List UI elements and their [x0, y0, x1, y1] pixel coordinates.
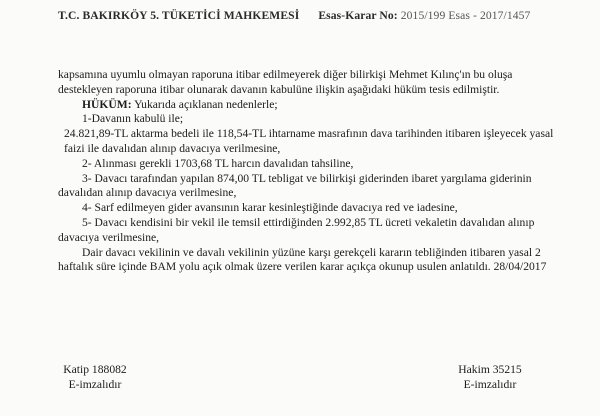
verdict-item-1-head: 1-Davanın kabulü ile; — [82, 112, 184, 126]
case-number-label: Esas-Karar No: — [318, 9, 398, 22]
closing-paragraph: Dair davacı vekilinin ve davalı vekilinin yüzüne karşı gerekçeli kararın tebliğinden itibaren yasal 2 haftalık süre içinde BAM yolu açık olmak üzere verilen karar açıkça okunup usulen anlatıldı. 28/04/2017 — [58, 245, 547, 274]
court-name: T.C. BAKIRKÖY 5. TÜKETİCİ MAHKEMESİ — [58, 9, 300, 22]
verdict-item-2: 2- Alınması gerekli 1703,68 TL harcın davalıdan tahsiline, — [82, 156, 354, 170]
document-header — [58, 9, 560, 22]
judge-e-signed: E-imzalıdır — [463, 378, 517, 391]
verdict-item-1-body: 24.821,89-TL aktarma bedeli ile 118,54-TL ihtarname masrafının dava tarihinden itibaren işleyecek yasal faizi ile davalıdan alınıp davacıya verilmesine, — [64, 127, 554, 155]
verdict-intro: Yukarıda açıklanan nedenlerle; — [134, 97, 278, 111]
verdict-item-3: 3- Davacı tarafından yapılan 874,00 TL tebligat ve bilirkişi giderinden ibaret yargılama giderinin davalıdan alınıp davacıya verilmesine, — [58, 171, 532, 200]
verdict-item-5: 5- Davacı kendisini bir vekil ile temsil ettirdiğinden 2.992,85 TL ücreti vekaletin davalıdan alınıp davacıya verilmesine, — [58, 215, 535, 244]
paragraph-intro: kapsamına uyumlu olmayan raporuna itibar edilmeyerek diğer bilirkişi Mehmet Kılınç'ın bu oluşa destekleyen raporuna itibar olunarak davanın kabulüne ilişkin aşağıdaki hüküm tesis edilmiştir. — [58, 68, 513, 96]
judge-title: Hakim 35215 — [458, 363, 522, 376]
verdict-heading — [58, 98, 558, 113]
clerk-signature — [60, 362, 130, 392]
case-number-value: 2015/199 Esas - 2017/1457 — [400, 9, 531, 22]
verdict-item-4: 4- Sarf edilmeyen gider avansının karar kesinleştiğinde davacıya red ve iadesine, — [82, 201, 458, 215]
verdict-label: HÜKÜM: — [82, 97, 132, 111]
document-body — [58, 68, 558, 275]
clerk-title: Katip 188082 — [63, 363, 127, 376]
clerk-e-signed: E-imzalıdır — [68, 378, 122, 391]
judge-signature — [450, 362, 530, 392]
